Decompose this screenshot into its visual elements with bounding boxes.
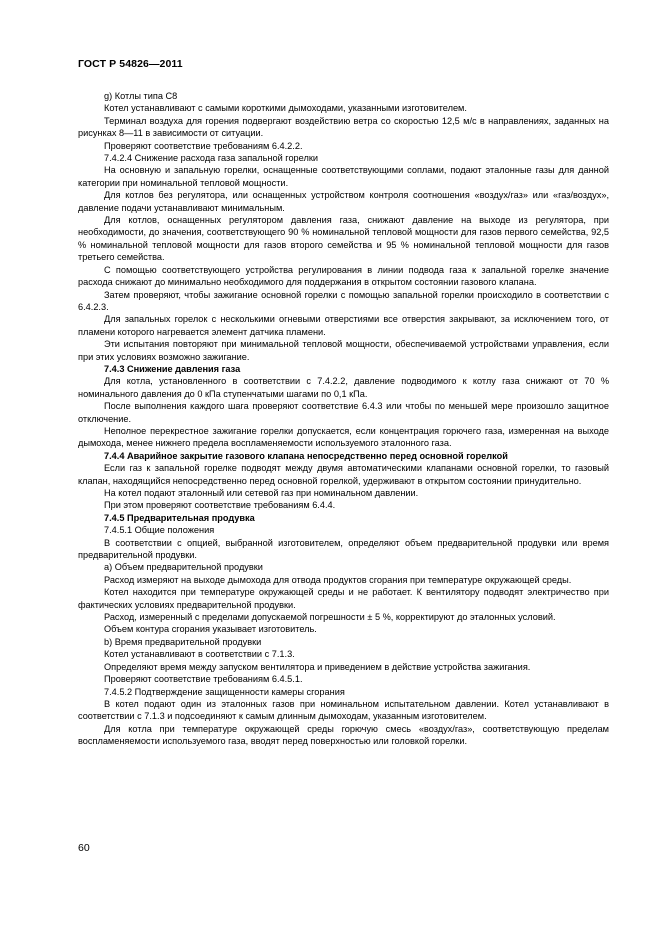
paragraph: После выполнения каждого шага проверяют соответствие 6.4.3 или чтобы по меньшей мере произошло защитное отключение. bbox=[78, 401, 609, 424]
paragraph: а) Объем предварительной продувки bbox=[104, 562, 263, 573]
paragraph: Расход, измеренный с пределами допускаемой погрешности ± 5 %, корректируют до эталонных условий. bbox=[104, 612, 556, 623]
section-heading: 7.4.3 Снижение давления газа bbox=[104, 363, 241, 374]
paragraph: b) Время предварительной продувки bbox=[104, 636, 262, 647]
paragraph: Терминал воздуха для горения подвергают воздействию ветра со скоростью 12,5 м/с в направлениях, заданных на рисунках 8—11 в зависимости от ситуации. bbox=[78, 115, 609, 139]
paragraph: 7.4.5.2 Подтверждение защищенности камеры сгорания bbox=[104, 686, 345, 697]
paragraph: Объем контура сгорания указывает изготовитель. bbox=[104, 624, 317, 635]
paragraph: Если газ к запальной горелке подводят между двумя автоматическими клапанами основной горелки, то газовый клапан, находящийся непосредственно перед основной горелкой, удерживают в открытом состоянии принудительно. bbox=[78, 463, 609, 486]
section-heading: 7.4.5 Предварительная продувка bbox=[104, 512, 255, 523]
paragraph: Для котлов, оснащенных регулятором давления газа, снижают давление на выходе из регулятора, при необходимости, до значения, соответствующего 90 % номинальной тепловой мощности для газов первого семейства, 92,5 % номинальной тепловой мощности для газов второго семейства и 95 % номинальной тепловой мощности для газов третьего семейства. bbox=[78, 215, 609, 263]
document-body bbox=[78, 90, 609, 748]
paragraph: В соответствии с опцией, выбранной изготовителем, определяют объем предварительной продувки или время предварительной продувки. bbox=[78, 537, 609, 561]
paragraph: Эти испытания повторяют при минимальной тепловой мощности, обеспечиваемой устройствами управления, если при этих условиях возможно зажигание. bbox=[78, 339, 609, 362]
paragraph: Для котла, установленного в соответствии с 7.4.2.2, давление подводимого к котлу газа снижают от 70 % номинального давления до 0 кПа ступенчатыми шагами по 0,1 кПа. bbox=[78, 376, 609, 399]
document-page bbox=[78, 58, 609, 748]
paragraph: С помощью соответствующего устройства регулирования в линии подвода газа к запальной горелке значение расхода снижают до минимально необходимого для поддержания в открытом состоянии газового клапана. bbox=[78, 264, 609, 288]
paragraph: Котел находится при температуре окружающей среды и не работает. К вентилятору подводят электричество при фактических условиях предварительной продувки. bbox=[78, 587, 609, 610]
paragraph: 7.4.5.1 Общие положения bbox=[104, 525, 215, 536]
paragraph: Определяют время между запуском вентилятора и приведением в действие устройства зажигания. bbox=[104, 661, 531, 672]
page-number: 60 bbox=[78, 842, 90, 854]
section-heading: 7.4.4 Аварийное закрытие газового клапана непосредственно перед основной горелкой bbox=[104, 450, 508, 461]
paragraph: g) Котлы типа C8 bbox=[104, 91, 178, 101]
paragraph: Расход измеряют на выходе дымохода для отвода продуктов сгорания при температуре окружающей среды. bbox=[104, 574, 572, 585]
paragraph: Для котлов без регулятора, или оснащенных устройством контроля соотношения «воздух/газ» или «газ/воздух», давление подачи устанавливают минимальным. bbox=[78, 190, 609, 213]
paragraph: На котел подают эталонный или сетевой газ при номинальном давлении. bbox=[104, 488, 419, 498]
document-header: ГОСТ Р 54826—2011 bbox=[78, 58, 183, 70]
paragraph: Затем проверяют, чтобы зажигание основной горелки с помощью запальной горелки происходило в соответствии с 6.4.2.3. bbox=[78, 289, 609, 312]
paragraph: Котел устанавливают в соответствии с 7.1.3. bbox=[104, 649, 295, 660]
paragraph: Неполное перекрестное зажигание горелки допускается, если концентрация горючего газа, измеренная на выходе дымохода, менее нижнего предела воспламеняемости используемого эталонного газа. bbox=[78, 425, 609, 449]
paragraph: В котел подают один из эталонных газов при номинальном испытательном давлении. Котел устанавливают в соответствии с 7.1.3 и подсоединяют к самым длинным дымоходам, указанным изготовителем. bbox=[78, 698, 609, 722]
paragraph: Для котла при температуре окружающей среды горючую смесь «воздух/газ», соответствующую пределам воспламеняемости используемого газа, вводят перед поверхностью или головкой горелки. bbox=[78, 723, 609, 747]
paragraph: На основную и запальную горелки, оснащенные соответствующими соплами, подают эталонные газы для данной категории при номинальной тепловой мощности. bbox=[78, 165, 609, 188]
paragraph: 7.4.2.4 Снижение расхода газа запальной горелки bbox=[104, 153, 318, 164]
paragraph: Котел устанавливают с самыми короткими дымоходами, указанными изготовителем. bbox=[104, 103, 467, 114]
paragraph: Проверяют соответствие требованиям 6.4.2.2. bbox=[104, 140, 303, 151]
paragraph: Для запальных горелок с несколькими огневыми отверстиями все отверстия закрывают, за исключением того, от пламени которого нагревается элемент датчика пламени. bbox=[78, 314, 609, 337]
paragraph: Проверяют соответствие требованиям 6.4.5.1. bbox=[104, 674, 303, 685]
paragraph: При этом проверяют соответствие требованиям 6.4.4. bbox=[104, 500, 336, 511]
